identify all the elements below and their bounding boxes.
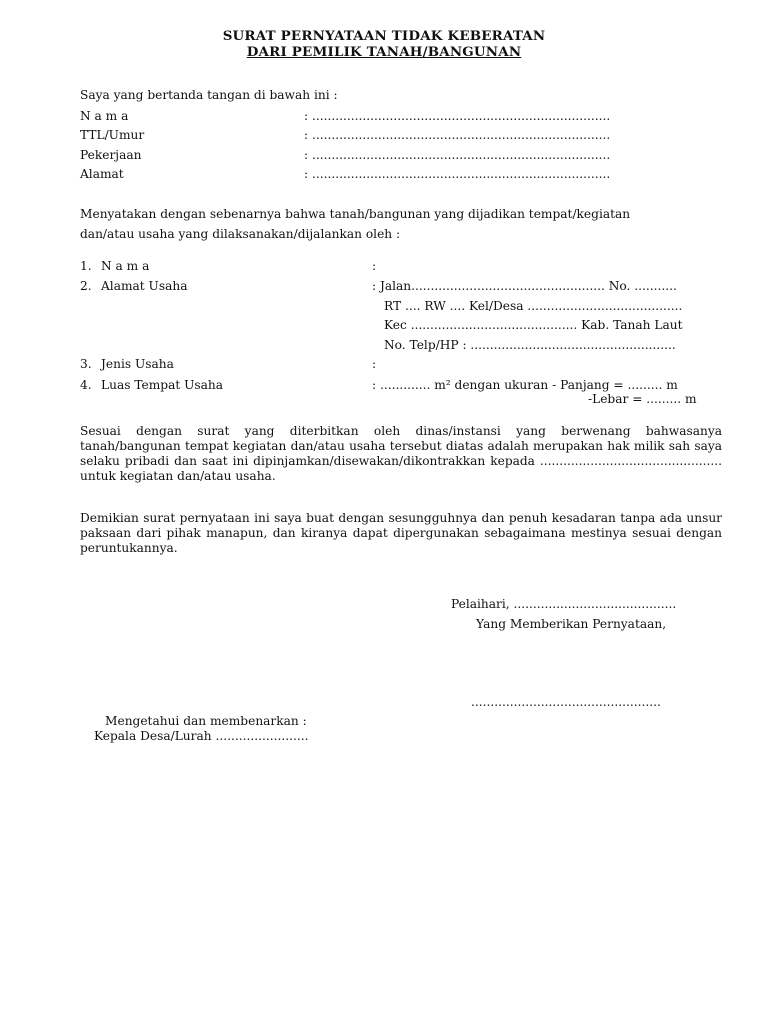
- identity-label-alamat: Alamat: [80, 167, 124, 181]
- identity-value-pekerjaan: : .............................................................................: [304, 148, 611, 162]
- document-title: SURAT PERNYATAAN TIDAK KEBERATAN: [222, 28, 546, 44]
- intro-text: Saya yang bertanda tangan di bawah ini :: [80, 88, 338, 102]
- identity-value-ttl: : .............................................................................: [304, 128, 611, 142]
- document-subtitle: DARI PEMILIK TANAH/BANGUNAN: [246, 44, 522, 60]
- paragraph-ownership: Sesuai dengan surat yang diterbitkan oleh dinas/instansi yang berwenang bahwasanya tanah/bangunan tempat kegiatan dan/atau usaha tersebut diatas adalah merupakan hak milik sah saya selaku pribadi dan saat ini dipinjamkan/disewakan/dikontrakkan kepada ............................................... untuk kegiatan dan/atau usaha.: [80, 424, 722, 483]
- business-value-jenis: :: [372, 357, 377, 371]
- business-value-nama: :: [372, 259, 377, 273]
- identity-label-pekerjaan: Pekerjaan: [80, 148, 142, 162]
- statement-line-2: dan/atau usaha yang dilaksanakan/dijalankan oleh :: [80, 227, 401, 241]
- business-label-jenis: Jenis Usaha: [101, 357, 174, 371]
- acknowledge-text: Mengetahui dan membenarkan :: [105, 714, 307, 728]
- business-value-lebar: -Lebar = ......... m: [588, 392, 697, 406]
- identity-value-nama: : .............................................................................: [304, 109, 611, 123]
- business-value-luas: : ............. m² dengan ukuran - Panjang = ......... m: [372, 378, 678, 392]
- business-num-3: 3.: [80, 357, 92, 371]
- business-value-telp: No. Telp/HP : .....................................................: [384, 338, 676, 352]
- identity-label-ttl: TTL/Umur: [80, 128, 145, 142]
- business-value-jalan: : Jalan.................................................. No. ...........: [372, 279, 677, 293]
- identity-value-alamat: : .............................................................................: [304, 167, 611, 181]
- signature-name-line: .................................................: [471, 695, 661, 709]
- business-num-2: 2.: [80, 279, 92, 293]
- business-value-rt-rw: RT .... RW .... Kel/Desa ........................................: [384, 299, 683, 313]
- signature-place-date: Pelaihari, ..........................................: [451, 597, 677, 611]
- paragraph-closing: Demikian surat pernyataan ini saya buat dengan sesungguhnya dan penuh kesadaran tanpa ada unsur paksaan dari pihak manapun, dan kiranya dapat dipergunakan sebagaimana mestinya sesuai dengan peruntukannya.: [80, 511, 722, 555]
- business-label-nama: N a m a: [101, 259, 150, 273]
- acknowledge-village-head: Kepala Desa/Lurah ........................: [94, 729, 309, 743]
- signature-giver-title: Yang Memberikan Pernyataan,: [476, 617, 667, 631]
- business-label-luas: Luas Tempat Usaha: [101, 378, 224, 392]
- business-num-1: 1.: [80, 259, 92, 273]
- business-label-alamat: Alamat Usaha: [101, 279, 188, 293]
- business-num-4: 4.: [80, 378, 92, 392]
- identity-label-nama: N a m a: [80, 109, 129, 123]
- statement-line-1: Menyatakan dengan sebenarnya bahwa tanah/bangunan yang dijadikan tempat/kegiatan: [80, 207, 631, 221]
- business-value-kec: Kec ........................................... Kab. Tanah Laut: [384, 318, 683, 332]
